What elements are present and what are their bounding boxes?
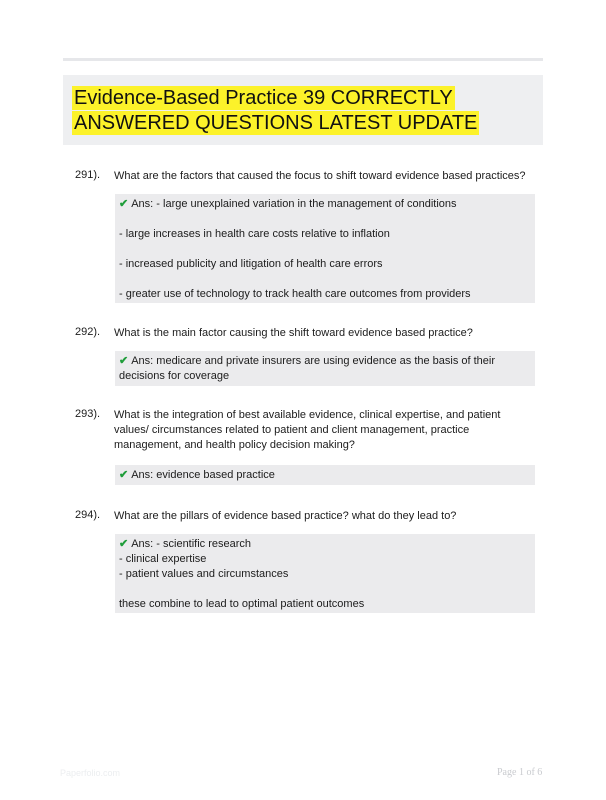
answer-line: - large increases in health care costs relative to inflation <box>119 228 390 240</box>
question-text: What is the main factor causing the shift toward evidence based practice? <box>114 327 473 339</box>
answer-box <box>115 465 535 485</box>
title-line-1: Evidence-Based Practice 39 CORRECTLY <box>74 87 453 109</box>
question-number: 293). <box>75 408 101 420</box>
question-text: What are the factors that caused the focus to shift toward evidence based practices? <box>114 170 526 182</box>
title-line-2: ANSWERED QUESTIONS LATEST UPDATE <box>74 112 478 134</box>
checkmark-icon: ✔ <box>119 355 129 367</box>
top-divider <box>63 58 543 61</box>
answer-line: - patient values and circumstances <box>119 568 289 580</box>
answer-line <box>119 242 531 257</box>
answer-box <box>115 194 535 303</box>
answer-line: ✔ Ans: evidence based practice <box>119 469 275 481</box>
answer-line: - increased publicity and litigation of health care errors <box>119 258 383 270</box>
page-title <box>72 86 534 136</box>
answer-box <box>115 534 535 613</box>
checkmark-icon: ✔ <box>119 198 129 210</box>
checkmark-icon: ✔ <box>119 469 129 481</box>
page-indicator: Page 1 of 6 <box>497 767 543 778</box>
title-banner <box>63 75 543 145</box>
question-number: 291). <box>75 169 101 181</box>
answer-line: - greater use of technology to track health care outcomes from providers <box>119 288 471 300</box>
answer-line <box>119 582 531 597</box>
answer-line <box>119 212 531 227</box>
question-number: 292). <box>75 326 101 338</box>
answer-line: ✔ Ans: - scientific research <box>119 538 252 550</box>
answer-line: - clinical expertise <box>119 553 207 565</box>
answer-line: these combine to lead to optimal patient outcomes <box>119 598 365 610</box>
answer-line: ✔ Ans: medicare and private insurers are using evidence as the basis of their decisions for coverage <box>119 355 499 382</box>
answer-line <box>119 272 531 287</box>
answer-line: ✔ Ans: - large unexplained variation in the management of conditions <box>119 198 457 210</box>
checkmark-icon: ✔ <box>119 538 129 550</box>
answer-box <box>115 351 535 386</box>
footer-watermark: Paperfolio.com <box>60 768 121 778</box>
question-text: What are the pillars of evidence based practice? what do they lead to? <box>114 510 457 522</box>
question-number: 294). <box>75 509 101 521</box>
question-text: What is the integration of best available evidence, clinical expertise, and patient values/ circumstances related to patient and client management, practice management, and health policy decision making? <box>114 409 501 451</box>
